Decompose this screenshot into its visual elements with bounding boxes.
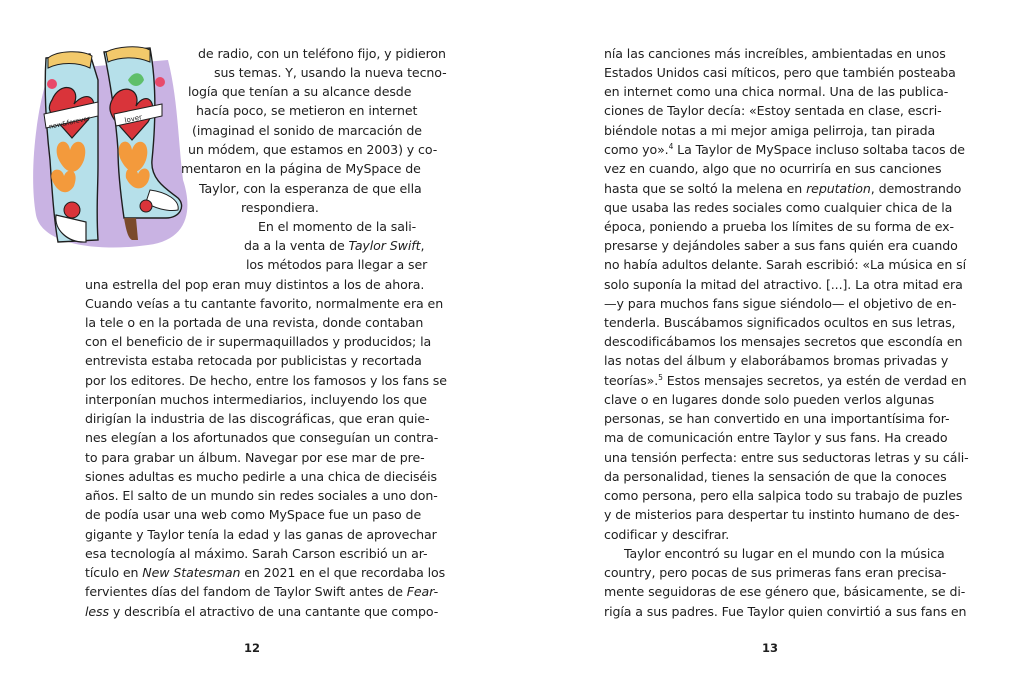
text-line: (imaginad el sonido de marcación de bbox=[192, 123, 422, 138]
page-number: 13 bbox=[761, 641, 778, 655]
text-line: hasta que se soltó la melena en reputation, demostrando bbox=[604, 181, 962, 196]
text-line: da personalidad, tienes la sensación de que la conoces bbox=[604, 469, 947, 484]
text-line: mente seguidoras de ese género que, básicamente, se di- bbox=[604, 584, 966, 599]
text-line: Cuando veías a tu cantante favorito, normalmente era en bbox=[85, 296, 444, 311]
text-line: logía que tenían a su alcance desde bbox=[188, 84, 412, 99]
text-line: clave o en lugares donde solo pueden verlos algunas bbox=[604, 392, 935, 407]
text-line: de radio, con un teléfono fijo, y pidieron bbox=[198, 46, 446, 61]
text-line: country, pero pocas de sus primeras fans eran precisa- bbox=[604, 565, 947, 580]
text-line: como persona, pero ella salpica todo su trabajo de puzles bbox=[604, 488, 963, 503]
text-line: personas, se han convertido en una importantísima for- bbox=[604, 411, 950, 426]
text-line: mentaron en la página de MySpace de bbox=[181, 161, 421, 176]
footnote-marker: 5 bbox=[658, 373, 663, 382]
text-line: biéndole notas a mi mejor amiga pelirroja, tan pirada bbox=[604, 123, 936, 138]
footnote-marker: 4 bbox=[668, 142, 674, 151]
text-line: dirigían la industria de las discográficas, que eran quie- bbox=[85, 411, 430, 426]
text-line: codificar y descifrar. bbox=[604, 527, 730, 542]
text-line: los métodos para llegar a ser bbox=[246, 257, 428, 272]
boot-banner-right-text: lover bbox=[123, 113, 143, 125]
text-line: Estados Unidos casi míticos, pero que también posteaba bbox=[604, 65, 956, 80]
text-line: rigía a sus padres. Fue Taylor quien convirtió a sus fans en bbox=[604, 604, 967, 619]
text-line: Taylor encontró su lugar en el mundo con la música bbox=[624, 546, 945, 561]
text-line: época, poniendo a prueba los límites de su forma de ex- bbox=[604, 219, 954, 234]
text-line: sus temas. Y, usando la nueva tecno- bbox=[214, 65, 447, 80]
text-line: tenderla. Buscábamos significados ocultos en sus letras, bbox=[604, 315, 956, 330]
text-line: Taylor, con la esperanza de que ella bbox=[199, 181, 422, 196]
text-line: En el momento de la sali- bbox=[258, 219, 417, 234]
text-line: —y para muchos fans sigue siéndolo— el objetivo de en- bbox=[604, 296, 957, 311]
text-line: no había adultos delante. Sarah escribió: «La música en sí bbox=[604, 257, 966, 272]
text-line: nía las canciones más increíbles, ambientadas en unos bbox=[604, 46, 946, 61]
text-line: una estrella del pop eran muy distintos a los de ahora. bbox=[85, 277, 425, 292]
text-line: que usaba las redes sociales como cualquier chica de la bbox=[604, 200, 953, 215]
text-line: tículo en New Statesman en 2021 en el que recordaba los bbox=[85, 565, 446, 580]
text-line: interponían muchos intermediarios, incluyendo los que bbox=[85, 392, 427, 407]
text-line: por los editores. De hecho, entre los famosos y los fans se bbox=[85, 373, 447, 388]
text-line: fervientes días del fandom de Taylor Swift antes de Fear- bbox=[85, 584, 439, 599]
text-line: las notas del álbum y elaborábamos bromas privadas y bbox=[604, 353, 949, 368]
text-line: con el beneficio de ir supermaquillados y producidos; la bbox=[85, 334, 432, 349]
page-number: 12 bbox=[243, 641, 260, 655]
text-line: presarse y dejándoles saber a sus fans quién era cuando bbox=[604, 238, 958, 253]
text-line: teorías».$^5$ Estos mensajes secretos, ya estén de verdad en bbox=[604, 373, 967, 388]
text-line: descodificábamos los mensajes secretos que escondía en bbox=[604, 334, 963, 349]
boot-banner-left-text: now&forever bbox=[48, 114, 91, 131]
text-line: de podía usar una web como MySpace fue un paso de bbox=[85, 507, 422, 522]
text-line: una tensión perfecta: entre sus seductoras letras y su cáli- bbox=[604, 450, 969, 465]
text-line: gigante y Taylor tenía la edad y las ganas de aprovechar bbox=[85, 527, 437, 542]
right-page bbox=[512, 0, 1024, 695]
text-line: solo suponía la mitad del atractivo. [...]. La otra mitad era bbox=[604, 277, 963, 292]
text-line: less y describía el atractivo de una cantante que compo- bbox=[85, 604, 439, 619]
text-line: y de misterios para despertar tu instinto humano de des- bbox=[604, 507, 960, 522]
text-line: hacía poco, se metieron en internet bbox=[196, 103, 418, 118]
text-line: siones adultas es mucho pedirle a una chica de dieciséis bbox=[85, 469, 437, 484]
text-line: vez en cuando, algo que no ocurriría en sus canciones bbox=[604, 161, 942, 176]
text-line: ma de comunicación entre Taylor y sus fans. Ha creado bbox=[604, 430, 948, 445]
text-line: respondiera. bbox=[241, 200, 319, 215]
text-line: como yo».$^4$ La Taylor de MySpace incluso soltaba tacos de bbox=[604, 142, 965, 157]
text-line: años. El salto de un mundo sin redes sociales a uno don- bbox=[85, 488, 438, 503]
text-line: nes elegían a los afortunados que conseguían un contra- bbox=[85, 430, 439, 445]
cowboy-boots-illustration bbox=[28, 40, 188, 250]
text-line: ciones de Taylor decía: «Estoy sentada en clase, escri- bbox=[604, 103, 942, 118]
text-line: la tele o en la portada de una revista, donde contaban bbox=[85, 315, 424, 330]
text-line: to para grabar un álbum. Navegar por ese mar de pre- bbox=[85, 450, 425, 465]
text-line: un módem, que estamos en 2003) y co- bbox=[188, 142, 438, 157]
text-line: esa tecnología al máximo. Sarah Carson escribió un ar- bbox=[85, 546, 428, 561]
text-line: da a la venta de Taylor Swift, bbox=[244, 238, 425, 253]
text-line: entrevista estaba retocada por publicistas y recortada bbox=[85, 353, 422, 368]
text-line: en internet como una chica normal. Una de las publica- bbox=[604, 84, 949, 99]
